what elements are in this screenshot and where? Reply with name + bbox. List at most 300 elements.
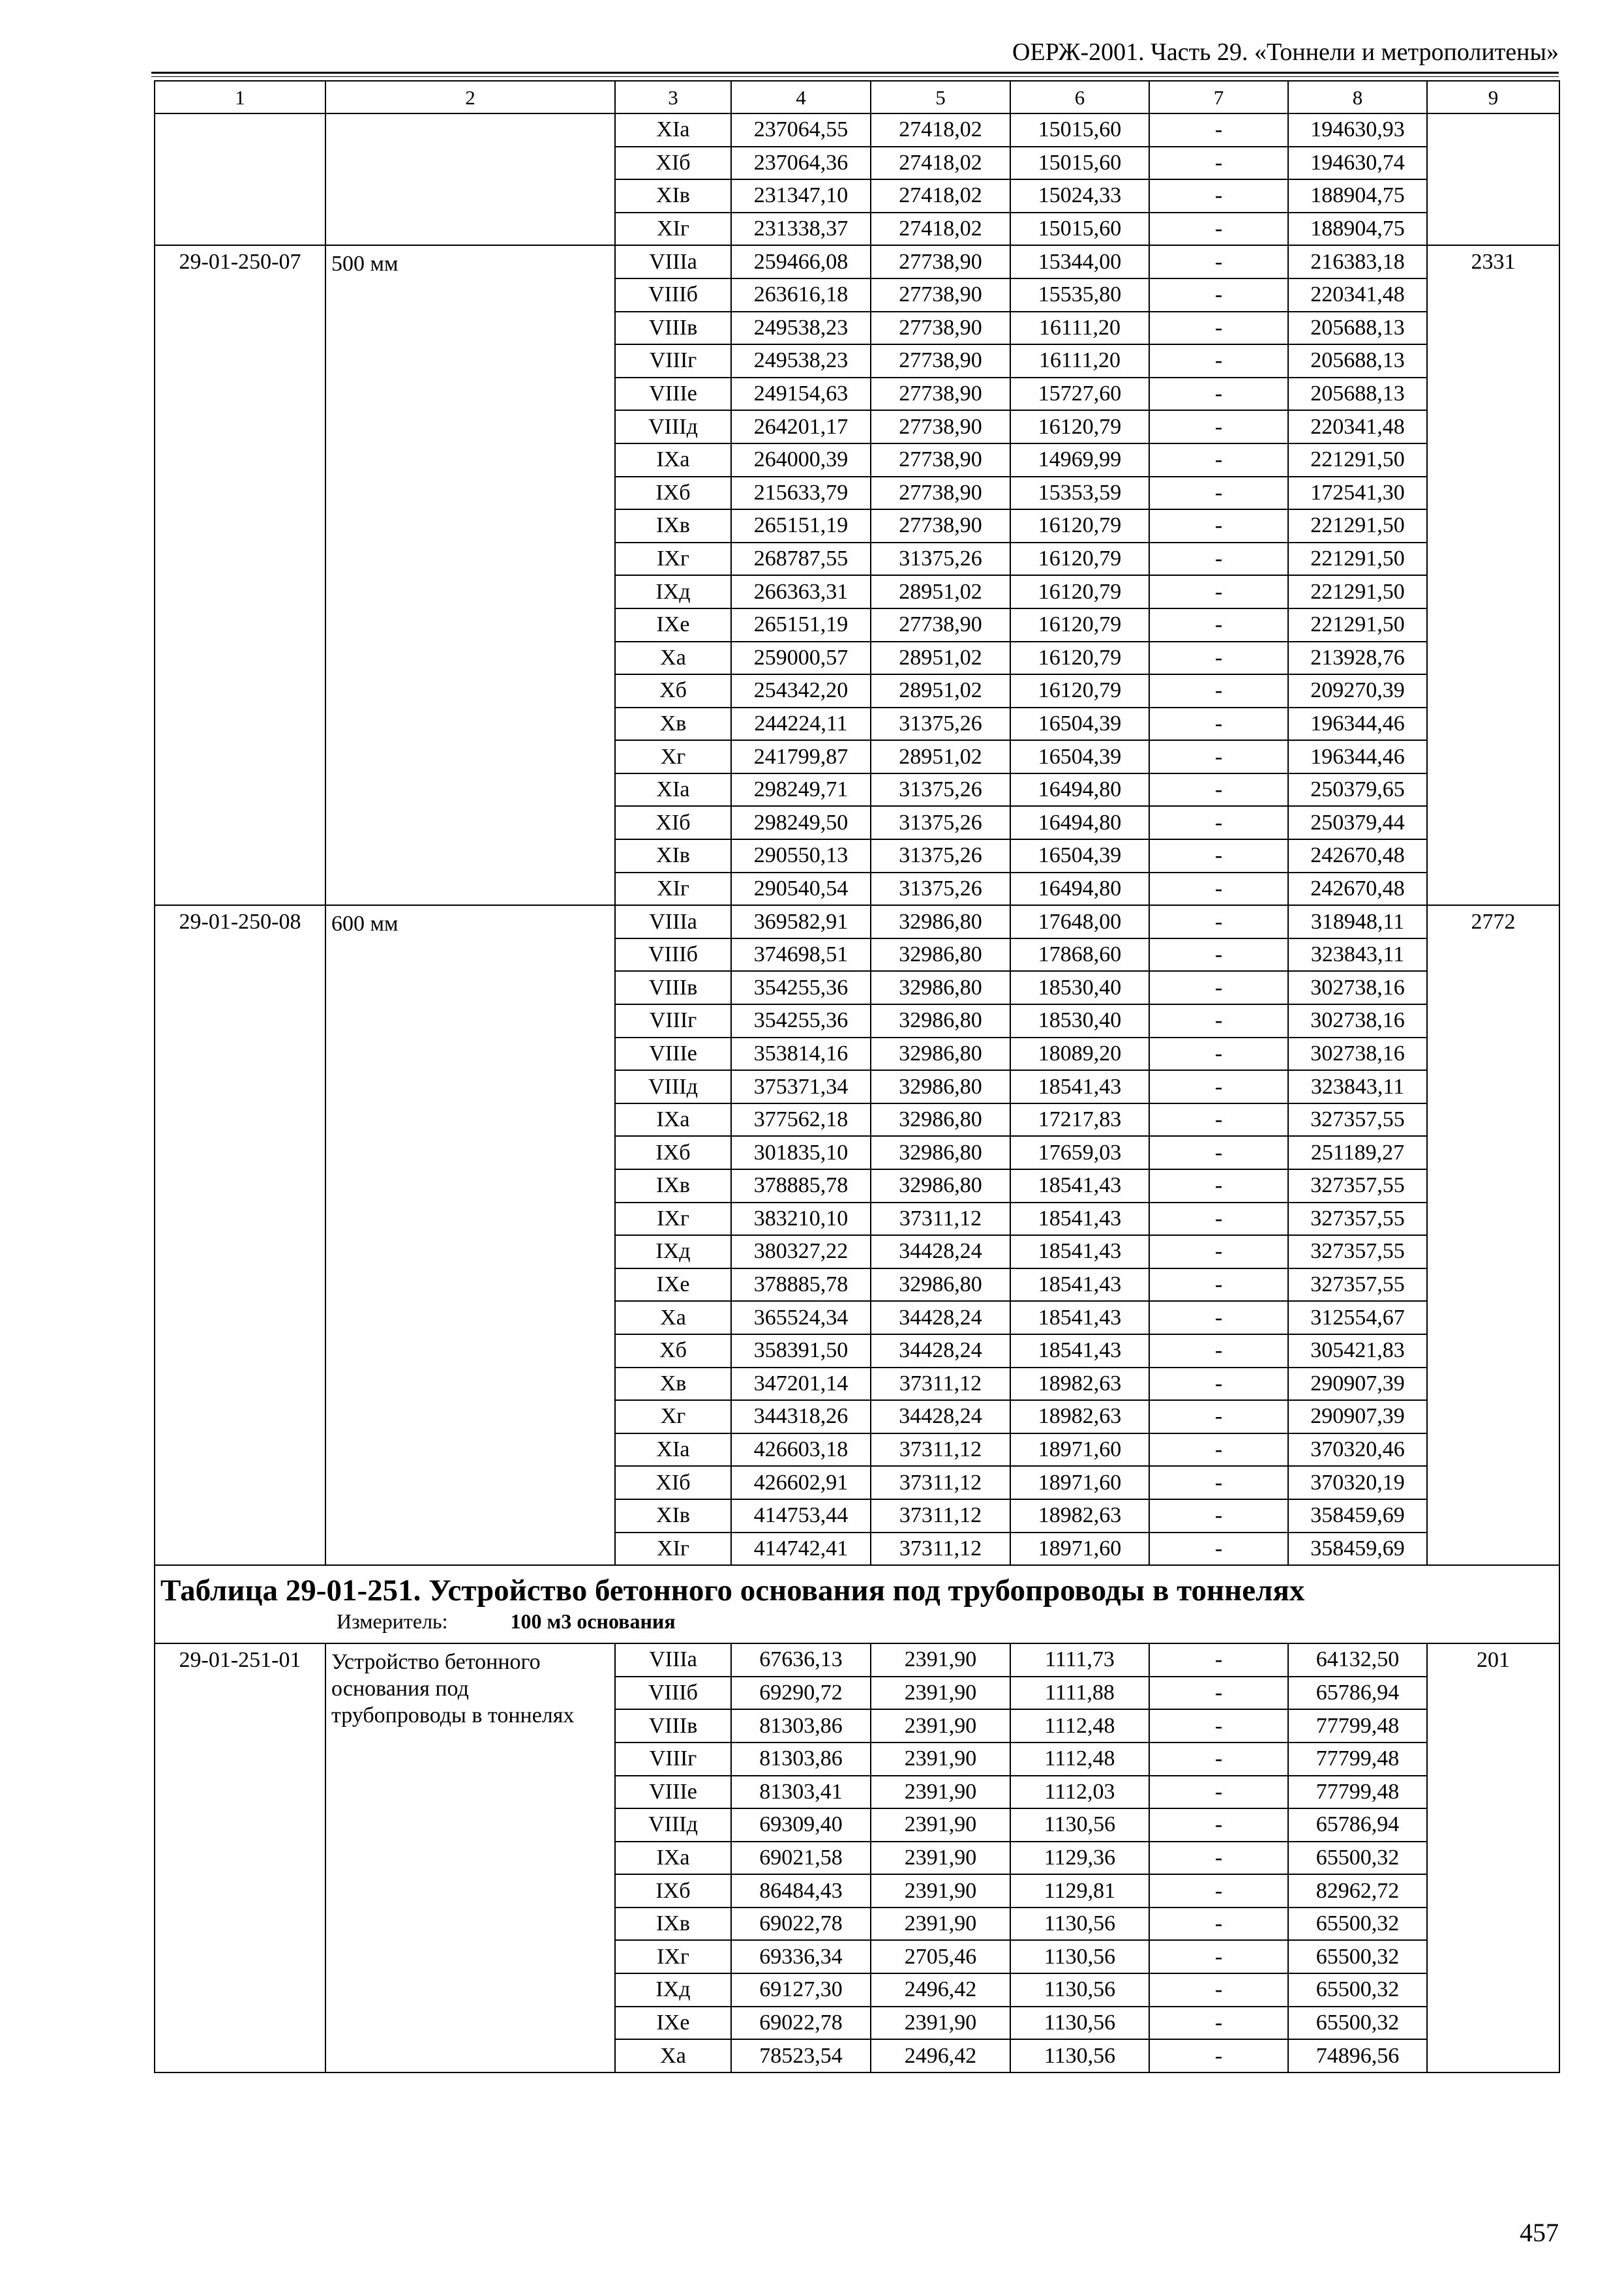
machine-cost: 1130,56 (1010, 1908, 1149, 1941)
driver-wages: - (1149, 806, 1288, 839)
machine-cost: 16494,80 (1010, 873, 1149, 906)
total-cost: 249154,63 (731, 378, 871, 411)
material-cost: 65500,32 (1288, 1940, 1427, 1973)
worker-wages: 27738,90 (871, 608, 1010, 642)
material-cost: 65500,32 (1288, 2007, 1427, 2040)
machine-cost: 1130,56 (1010, 2039, 1149, 2072)
material-cost: 194630,74 (1288, 147, 1427, 180)
material-cost: 302738,16 (1288, 1038, 1427, 1071)
machine-cost: 16494,80 (1010, 806, 1149, 839)
worker-wages: 37311,12 (871, 1368, 1010, 1401)
machine-cost: 18541,43 (1010, 1070, 1149, 1103)
total-cost: 244224,11 (731, 708, 871, 741)
worker-wages: 32986,80 (871, 905, 1010, 938)
total-cost: 264201,17 (731, 410, 871, 443)
column-number-row (155, 81, 1559, 113)
row-index: Xб (615, 1334, 731, 1368)
driver-wages: - (1149, 905, 1288, 938)
total-cost: 290550,13 (731, 839, 871, 873)
worker-wages: 34428,24 (871, 1301, 1010, 1334)
machine-cost: 1112,48 (1010, 1743, 1149, 1776)
driver-wages: - (1149, 575, 1288, 608)
driver-wages: - (1149, 179, 1288, 213)
total-cost: 215633,79 (731, 477, 871, 510)
material-cost: 209270,39 (1288, 674, 1427, 708)
total-cost: 67636,13 (731, 1643, 871, 1677)
machine-cost: 15727,60 (1010, 378, 1149, 411)
material-cost: 323843,11 (1288, 938, 1427, 972)
total-cost: 383210,10 (731, 1203, 871, 1236)
worker-wages: 31375,26 (871, 708, 1010, 741)
total-cost: 378885,78 (731, 1169, 871, 1203)
rate-total: 2331 (1427, 245, 1559, 905)
material-cost: 323843,11 (1288, 1070, 1427, 1103)
worker-wages: 28951,02 (871, 674, 1010, 708)
machine-cost: 16504,39 (1010, 740, 1149, 773)
machine-cost: 1111,73 (1010, 1643, 1149, 1677)
row-index: IXe (615, 1268, 731, 1302)
machine-cost: 16120,79 (1010, 509, 1149, 543)
material-cost: 65500,32 (1288, 1973, 1427, 2007)
machine-cost: 15024,33 (1010, 179, 1149, 213)
worker-wages: 2391,90 (871, 1677, 1010, 1710)
total-cost: 268787,55 (731, 543, 871, 576)
driver-wages: - (1149, 1808, 1288, 1842)
material-cost: 221291,50 (1288, 509, 1427, 543)
machine-cost: 16120,79 (1010, 608, 1149, 642)
machine-cost: 1112,03 (1010, 1776, 1149, 1809)
row-index: IXд (615, 1235, 731, 1268)
driver-wages: - (1149, 1776, 1288, 1809)
machine-cost: 1130,56 (1010, 1940, 1149, 1973)
material-cost: 82962,72 (1288, 1874, 1427, 1908)
price-table-body (155, 81, 1559, 2072)
row-index: IXa (615, 1103, 731, 1137)
row-index: IXв (615, 1908, 731, 1941)
total-cost: 81303,41 (731, 1776, 871, 1809)
driver-wages: - (1149, 1169, 1288, 1203)
total-cost: 369582,91 (731, 905, 871, 938)
driver-wages: - (1149, 543, 1288, 576)
driver-wages: - (1149, 1301, 1288, 1334)
row-index: XIг (615, 873, 731, 906)
total-cost: 298249,50 (731, 806, 871, 839)
row-index: XIa (615, 113, 731, 147)
machine-cost: 18541,43 (1010, 1169, 1149, 1203)
machine-cost: 18982,63 (1010, 1400, 1149, 1433)
driver-wages: - (1149, 147, 1288, 180)
worker-wages: 27418,02 (871, 147, 1010, 180)
machine-cost: 16120,79 (1010, 575, 1149, 608)
worker-wages: 32986,80 (871, 938, 1010, 972)
machine-cost: 18982,63 (1010, 1368, 1149, 1401)
price-table (154, 80, 1560, 2073)
machine-cost: 1111,88 (1010, 1677, 1149, 1710)
driver-wages: - (1149, 1070, 1288, 1103)
row-index: XIa (615, 773, 731, 807)
material-cost: 221291,50 (1288, 575, 1427, 608)
row-index: Xв (615, 1368, 731, 1401)
rate-code: 29-01-251-01 (155, 1643, 325, 2072)
worker-wages: 28951,02 (871, 740, 1010, 773)
driver-wages: - (1149, 2039, 1288, 2072)
machine-cost: 14969,99 (1010, 443, 1149, 477)
total-cost: 380327,22 (731, 1235, 871, 1268)
rate-code (155, 113, 325, 245)
worker-wages: 31375,26 (871, 773, 1010, 807)
total-cost: 374698,51 (731, 938, 871, 972)
driver-wages: - (1149, 509, 1288, 543)
driver-wages: - (1149, 1433, 1288, 1467)
driver-wages: - (1149, 1677, 1288, 1710)
machine-cost: 18982,63 (1010, 1499, 1149, 1533)
rate-code: 29-01-250-07 (155, 245, 325, 905)
material-cost: 205688,13 (1288, 344, 1427, 378)
driver-wages: - (1149, 1874, 1288, 1908)
total-cost: 414753,44 (731, 1499, 871, 1533)
machine-cost: 16494,80 (1010, 773, 1149, 807)
worker-wages: 32986,80 (871, 1103, 1010, 1137)
total-cost: 266363,31 (731, 575, 871, 608)
row-index: XIб (615, 147, 731, 180)
total-cost: 377562,18 (731, 1103, 871, 1137)
driver-wages: - (1149, 312, 1288, 345)
machine-cost: 1129,36 (1010, 1842, 1149, 1875)
total-cost: 353814,16 (731, 1038, 871, 1071)
total-cost: 263616,18 (731, 278, 871, 312)
row-index: Xг (615, 740, 731, 773)
driver-wages: - (1149, 642, 1288, 675)
row-index: VIIIe (615, 1776, 731, 1809)
worker-wages: 27738,90 (871, 344, 1010, 378)
worker-wages: 27738,90 (871, 278, 1010, 312)
machine-cost: 18089,20 (1010, 1038, 1149, 1071)
material-cost: 370320,19 (1288, 1466, 1427, 1499)
row-index: IXб (615, 477, 731, 510)
driver-wages: - (1149, 971, 1288, 1004)
driver-wages: - (1149, 1842, 1288, 1875)
material-cost: 172541,30 (1288, 477, 1427, 510)
worker-wages: 37311,12 (871, 1433, 1010, 1467)
total-cost: 249538,23 (731, 312, 871, 345)
total-cost: 375371,34 (731, 1070, 871, 1103)
material-cost: 221291,50 (1288, 543, 1427, 576)
worker-wages: 37311,12 (871, 1533, 1010, 1566)
machine-cost: 17648,00 (1010, 905, 1149, 938)
driver-wages: - (1149, 773, 1288, 807)
row-index: VIIIг (615, 1004, 731, 1038)
worker-wages: 27738,90 (871, 245, 1010, 278)
row-index: VIIIe (615, 378, 731, 411)
driver-wages: - (1149, 245, 1288, 278)
material-cost: 220341,48 (1288, 278, 1427, 312)
total-cost: 265151,19 (731, 509, 871, 543)
row-index: IXe (615, 608, 731, 642)
header-rule-thin (151, 76, 1559, 77)
total-cost: 249538,23 (731, 344, 871, 378)
driver-wages: - (1149, 113, 1288, 147)
worker-wages: 28951,02 (871, 642, 1010, 675)
material-cost: 370320,46 (1288, 1433, 1427, 1467)
row-index: XIв (615, 1499, 731, 1533)
total-cost: 241799,87 (731, 740, 871, 773)
driver-wages: - (1149, 608, 1288, 642)
total-cost: 290540,54 (731, 873, 871, 906)
rate-name: Устройство бетонного основания под трубопроводы в тоннелях (325, 1643, 615, 2072)
machine-cost: 17659,03 (1010, 1136, 1149, 1169)
row-index: IXв (615, 509, 731, 543)
worker-wages: 2391,90 (871, 1874, 1010, 1908)
driver-wages: - (1149, 378, 1288, 411)
row-index: IXв (615, 1169, 731, 1203)
machine-cost: 18541,43 (1010, 1301, 1149, 1334)
driver-wages: - (1149, 1368, 1288, 1401)
material-cost: 327357,55 (1288, 1169, 1427, 1203)
machine-cost: 1130,56 (1010, 1973, 1149, 2007)
material-cost: 312554,67 (1288, 1301, 1427, 1334)
table-title: Таблица 29-01-251. Устройство бетонного основания под трубопроводы в тоннелях (160, 1574, 1305, 1608)
row-index: VIIIд (615, 1808, 731, 1842)
column-number: 3 (615, 81, 731, 113)
worker-wages: 2496,42 (871, 1973, 1010, 2007)
worker-wages: 37311,12 (871, 1466, 1010, 1499)
worker-wages: 34428,24 (871, 1334, 1010, 1368)
rate-name: 600 мм (325, 905, 615, 1565)
total-cost: 78523,54 (731, 2039, 871, 2072)
driver-wages: - (1149, 740, 1288, 773)
machine-cost: 16504,39 (1010, 708, 1149, 741)
column-number: 7 (1149, 81, 1288, 113)
driver-wages: - (1149, 1499, 1288, 1533)
worker-wages: 2391,90 (871, 1908, 1010, 1941)
row-index: XIб (615, 806, 731, 839)
total-cost: 231347,10 (731, 179, 871, 213)
total-cost: 344318,26 (731, 1400, 871, 1433)
column-number: 4 (731, 81, 871, 113)
row-index: VIIIe (615, 1038, 731, 1071)
machine-cost: 15535,80 (1010, 278, 1149, 312)
machine-cost: 15344,00 (1010, 245, 1149, 278)
total-cost: 69022,78 (731, 1908, 871, 1941)
row-index: VIIIб (615, 278, 731, 312)
worker-wages: 27738,90 (871, 509, 1010, 543)
machine-cost: 16111,20 (1010, 344, 1149, 378)
total-cost: 347201,14 (731, 1368, 871, 1401)
total-cost: 358391,50 (731, 1334, 871, 1368)
total-cost: 259000,57 (731, 642, 871, 675)
driver-wages: - (1149, 839, 1288, 873)
total-cost: 69336,34 (731, 1940, 871, 1973)
material-cost: 327357,55 (1288, 1103, 1427, 1137)
column-number: 6 (1010, 81, 1149, 113)
row-index: IXa (615, 443, 731, 477)
row-index: Xг (615, 1400, 731, 1433)
machine-cost: 18971,60 (1010, 1433, 1149, 1467)
total-cost: 69127,30 (731, 1973, 871, 2007)
material-cost: 358459,69 (1288, 1533, 1427, 1566)
material-cost: 251189,27 (1288, 1136, 1427, 1169)
worker-wages: 28951,02 (871, 575, 1010, 608)
driver-wages: - (1149, 477, 1288, 510)
material-cost: 302738,16 (1288, 971, 1427, 1004)
driver-wages: - (1149, 1334, 1288, 1368)
driver-wages: - (1149, 410, 1288, 443)
header-rule (151, 72, 1559, 74)
machine-cost: 17868,60 (1010, 938, 1149, 972)
material-cost: 213928,76 (1288, 642, 1427, 675)
worker-wages: 2391,90 (871, 1709, 1010, 1743)
row-index: VIIIa (615, 905, 731, 938)
machine-cost: 16111,20 (1010, 312, 1149, 345)
worker-wages: 27418,02 (871, 113, 1010, 147)
driver-wages: - (1149, 1038, 1288, 1071)
row-index: IXг (615, 1203, 731, 1236)
total-cost: 354255,36 (731, 971, 871, 1004)
driver-wages: - (1149, 1940, 1288, 1973)
driver-wages: - (1149, 1709, 1288, 1743)
row-index: VIIIв (615, 971, 731, 1004)
driver-wages: - (1149, 1466, 1288, 1499)
worker-wages: 37311,12 (871, 1499, 1010, 1533)
worker-wages: 32986,80 (871, 1070, 1010, 1103)
material-cost: 242670,48 (1288, 873, 1427, 906)
material-cost: 74896,56 (1288, 2039, 1427, 2072)
machine-cost: 15015,60 (1010, 213, 1149, 246)
material-cost: 327357,55 (1288, 1268, 1427, 1302)
material-cost: 290907,39 (1288, 1400, 1427, 1433)
worker-wages: 27738,90 (871, 410, 1010, 443)
material-cost: 65500,32 (1288, 1908, 1427, 1941)
worker-wages: 2391,90 (871, 2007, 1010, 2040)
machine-cost: 1130,56 (1010, 2007, 1149, 2040)
total-cost: 69309,40 (731, 1808, 871, 1842)
worker-wages: 31375,26 (871, 873, 1010, 906)
driver-wages: - (1149, 938, 1288, 972)
total-cost: 254342,20 (731, 674, 871, 708)
worker-wages: 31375,26 (871, 839, 1010, 873)
machine-cost: 18541,43 (1010, 1268, 1149, 1302)
row-index: IXa (615, 1842, 731, 1875)
worker-wages: 27418,02 (871, 179, 1010, 213)
row-index: VIIIб (615, 938, 731, 972)
column-number: 8 (1288, 81, 1427, 113)
material-cost: 250379,65 (1288, 773, 1427, 807)
material-cost: 302738,16 (1288, 1004, 1427, 1038)
table-caption-row (155, 1565, 1559, 1643)
row-index: IXб (615, 1136, 731, 1169)
row-index: IXд (615, 575, 731, 608)
material-cost: 205688,13 (1288, 378, 1427, 411)
row-index: VIIIг (615, 344, 731, 378)
row-index: XIв (615, 839, 731, 873)
table-row (155, 113, 1559, 147)
driver-wages: - (1149, 2007, 1288, 2040)
worker-wages: 27738,90 (871, 443, 1010, 477)
worker-wages: 32986,80 (871, 1038, 1010, 1071)
machine-cost: 18530,40 (1010, 971, 1149, 1004)
material-cost: 221291,50 (1288, 443, 1427, 477)
total-cost: 81303,86 (731, 1709, 871, 1743)
driver-wages: - (1149, 278, 1288, 312)
row-index: XIб (615, 1466, 731, 1499)
worker-wages: 32986,80 (871, 1268, 1010, 1302)
total-cost: 69290,72 (731, 1677, 871, 1710)
machine-cost: 1130,56 (1010, 1808, 1149, 1842)
total-cost: 301835,10 (731, 1136, 871, 1169)
driver-wages: - (1149, 213, 1288, 246)
worker-wages: 2391,90 (871, 1643, 1010, 1677)
material-cost: 64132,50 (1288, 1643, 1427, 1677)
worker-wages: 37311,12 (871, 1203, 1010, 1236)
row-index: VIIIa (615, 245, 731, 278)
material-cost: 242670,48 (1288, 839, 1427, 873)
row-index: VIIIд (615, 410, 731, 443)
driver-wages: - (1149, 708, 1288, 741)
total-cost: 231338,37 (731, 213, 871, 246)
worker-wages: 2391,90 (871, 1808, 1010, 1842)
row-index: Xб (615, 674, 731, 708)
total-cost: 365524,34 (731, 1301, 871, 1334)
worker-wages: 2391,90 (871, 1743, 1010, 1776)
machine-cost: 16120,79 (1010, 642, 1149, 675)
material-cost: 77799,48 (1288, 1743, 1427, 1776)
total-cost: 237064,55 (731, 113, 871, 147)
machine-cost: 18541,43 (1010, 1203, 1149, 1236)
total-cost: 265151,19 (731, 608, 871, 642)
driver-wages: - (1149, 1643, 1288, 1677)
row-index: VIIIб (615, 1677, 731, 1710)
total-cost: 264000,39 (731, 443, 871, 477)
material-cost: 65500,32 (1288, 1842, 1427, 1875)
machine-cost: 15353,59 (1010, 477, 1149, 510)
table-caption (155, 1565, 1559, 1643)
row-index: VIIIв (615, 1709, 731, 1743)
material-cost: 358459,69 (1288, 1499, 1427, 1533)
worker-wages: 32986,80 (871, 1004, 1010, 1038)
worker-wages: 2391,90 (871, 1842, 1010, 1875)
driver-wages: - (1149, 674, 1288, 708)
driver-wages: - (1149, 1908, 1288, 1941)
material-cost: 196344,46 (1288, 708, 1427, 741)
machine-cost: 17217,83 (1010, 1103, 1149, 1137)
machine-cost: 1112,48 (1010, 1709, 1149, 1743)
driver-wages: - (1149, 1235, 1288, 1268)
row-index: XIa (615, 1433, 731, 1467)
machine-cost: 16120,79 (1010, 410, 1149, 443)
driver-wages: - (1149, 1400, 1288, 1433)
total-cost: 414742,41 (731, 1533, 871, 1566)
machine-cost: 18541,43 (1010, 1334, 1149, 1368)
total-cost: 354255,36 (731, 1004, 871, 1038)
page-header-title: ОЕРЖ-2001. Часть 29. «Тоннели и метрополитены» (1012, 38, 1559, 66)
row-index: IXб (615, 1874, 731, 1908)
machine-cost: 16120,79 (1010, 674, 1149, 708)
total-cost: 259466,08 (731, 245, 871, 278)
material-cost: 196344,46 (1288, 740, 1427, 773)
rate-name (325, 113, 615, 245)
row-index: IXг (615, 1940, 731, 1973)
material-cost: 188904,75 (1288, 213, 1427, 246)
driver-wages: - (1149, 1268, 1288, 1302)
row-index: VIIIг (615, 1743, 731, 1776)
row-index: XIг (615, 213, 731, 246)
driver-wages: - (1149, 1203, 1288, 1236)
rate-total: 201 (1427, 1643, 1559, 2072)
total-cost: 81303,86 (731, 1743, 871, 1776)
row-index: IXд (615, 1973, 731, 2007)
row-index: VIIIв (615, 312, 731, 345)
driver-wages: - (1149, 1743, 1288, 1776)
